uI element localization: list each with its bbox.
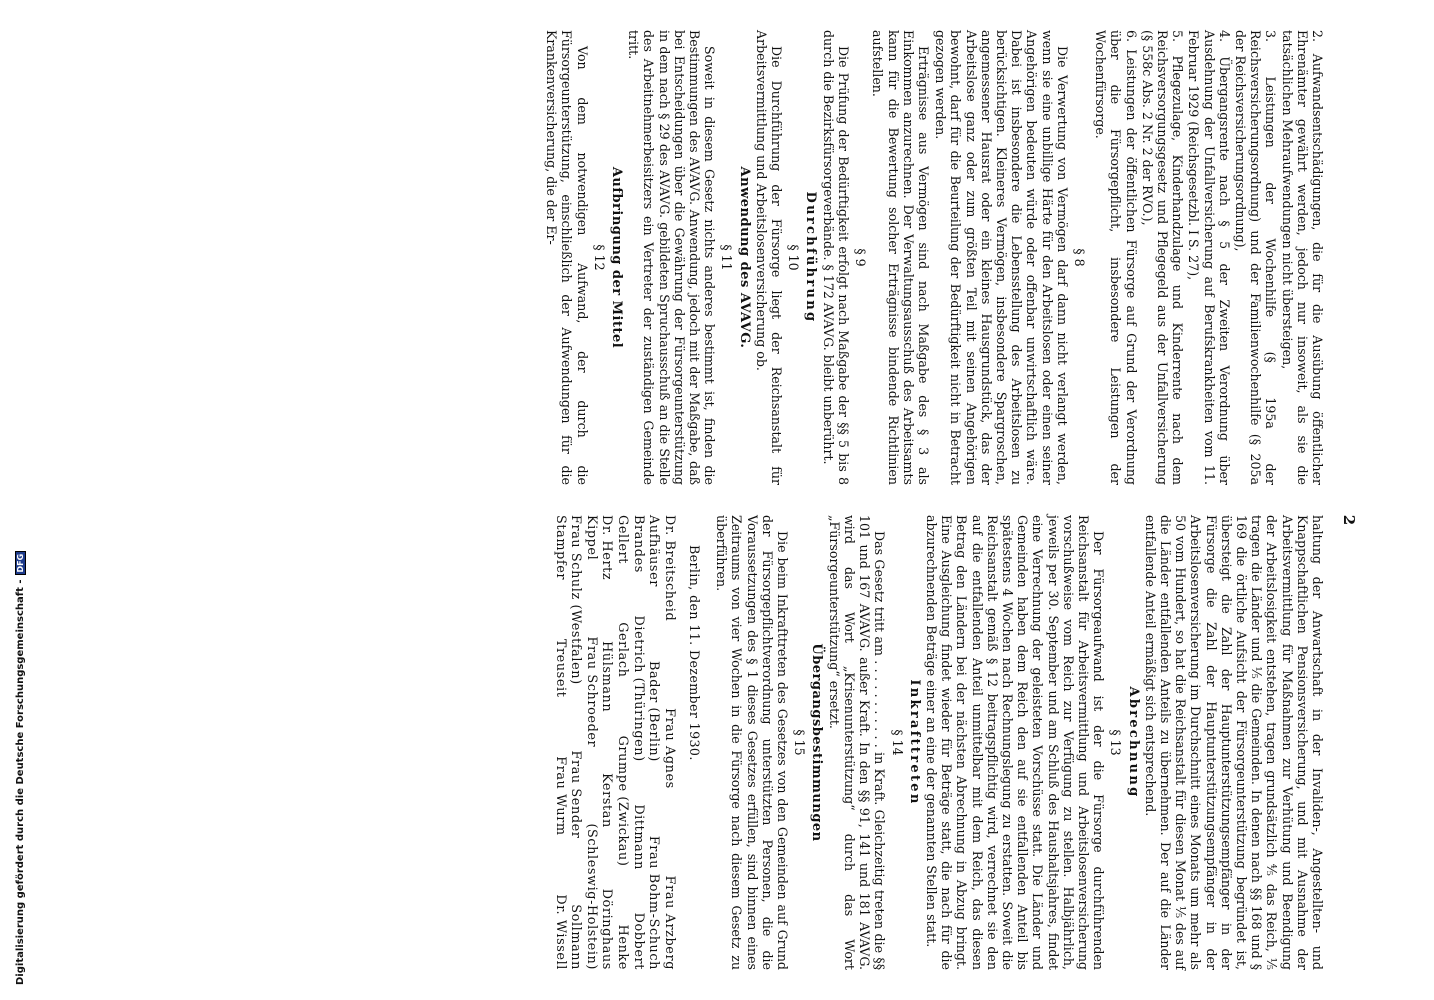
- section-number-14: § 14: [889, 729, 905, 756]
- section-number-11: § 11: [719, 244, 735, 271]
- exemption-list: [1093, 30, 1325, 485]
- signature-row: [568, 515, 584, 970]
- signatory-name: Aufhäuser: [646, 515, 662, 587]
- signatory-name: Frau Schroeder: [583, 636, 599, 748]
- signatory-name: Bader (Berlin): [646, 660, 662, 762]
- signatory-name: Frau Bohm-Schuch: [646, 835, 662, 970]
- signatory-name: Döringhaus: [599, 888, 615, 970]
- section-15-paragraph: Die beim Inkrafttreten des Gesetzes von den Gemeinden auf Grund der Fürsorgepflichtverordnung unterstützten Personen, die die Voraussetzungen des § 1 dieses Gesetzes erfüllen, sind binnen eines Zeitraums von vier Wochen in die Fürsorge nach diesem Gesetz zu überführen.: [714, 515, 791, 970]
- signatory-name: Henke: [615, 924, 631, 970]
- heading-durchfuehrung: Durchführung: [803, 191, 819, 324]
- section-14-paragraph: Das Gesetz tritt am . . . . . . . . . . . in Kraft. Gleichzeitig treten die §§ 101 und 167 AVAVG. außer Kraft. In den §§ 91, 141 und 181 AVAVG. wird das Wort „Krisenunterstützung“ durch das Wort „Fürsorgeunterstützung“ ersetzt.: [826, 515, 888, 970]
- signature-row: [630, 515, 646, 970]
- signatory-name: Frau Schulz (Westfalen): [568, 515, 584, 685]
- section-number-15: § 15: [792, 729, 808, 756]
- section-12-paragraph: Von dem notwendigen Aufwand, der durch die Fürsorgeunterstützung, einschließlich der Aufwendungen für die Krankenversicherung, die der Er-: [544, 30, 590, 485]
- signature-row: [599, 515, 615, 970]
- signatory-name: Gerlach: [615, 622, 631, 678]
- signatory-name: Treuseit: [552, 638, 568, 698]
- section-13-paragraph: Der Fürsorgeaufwand ist der die Fürsorge durchführenden Reichsanstalt für Arbeitsvermittlung und Arbeitslosenversicherung vorschußweise vom Reich zur Verfügung zu stellen. Halbjährlich, jeweils per 30. September und am Schluß des Haushaltsjahres, findet eine Verrechnung der geleisteten Vorschüsse statt. Die Länder und Gemeinden haben dem Reich den auf sie entfallenden Anteil bis spätestens 4 Wochen nach Rechnungslegung zu erstatten. Soweit die Reichsanstalt gemäß § 12 beitragspflichtig wird, verrechnet sie den auf die entfallenden Anteil unmittelbar mit dem Reich, das diesen Betrag den Ländern bei der nächsten Abrechnung in Abzug bringt. Eine Ausgleichung findet wieder für Beträge statt, die nach für die abzurechnenden Beträge einer an eine der genannten Stellen statt.: [923, 515, 1107, 970]
- section-number-8: § 8: [1071, 248, 1087, 267]
- signatory-name: Sollmann: [568, 904, 584, 970]
- list-item: 2. Aufwandsentschädigungen, die für die Ausübung öffentlicher Ehrenämter gewährt werden, jedoch nur insoweit, als sie die tatsächlichen Mehraufwendungen nicht übersteigen,: [1279, 30, 1325, 485]
- signatory-name: Frau Agnes: [661, 708, 677, 789]
- list-item: 5. Pflegezulage, Kinderhandzulage und Kinderrente nach dem Reichsversorgungsgesetz und Pflegegeld aus der Unfallversicherung (§ 558c Abs. 2 Nr. 2 der RVO.),: [1139, 30, 1186, 485]
- signature-row: [583, 515, 599, 970]
- signatory-name: Frau Wurm: [552, 756, 568, 836]
- section-number-12: § 12: [591, 244, 607, 271]
- signatory-name: Dr. Wissell: [552, 894, 568, 970]
- section-8-paragraph-2: Erträgnisse aus Vermögen sind nach Maßgabe des § 3 als Einkommen anzurechnen. Der Verwaltungsausschuß des Arbeitsamts kann für die Bewertung solcher Erträgnisse bindende Richtlinien aufstellen.: [870, 30, 931, 485]
- date-line: Berlin, den 11. Dezember 1930.: [687, 545, 703, 761]
- signature-row: [615, 515, 631, 970]
- digitization-footer: [12, 0, 28, 985]
- signatory-name: Frau Arzberg: [661, 875, 677, 970]
- section-11-paragraph: Soweit in diesem Gesetz nichts anderes bestimmt ist, finden die Bestimmungen des AVAVG. Anwendung, jedoch mit der Maßgabe, daß bei Entscheidungen über die Gewährung der Fürsorgeunterstützung in dem nach § 29 des AVAVG. gebildeten Spruchausschuß an die Stelle des Arbeitnehmerbeisitzers ein Vertreter der zuständigen Gemeinde tritt.: [626, 30, 718, 485]
- signatory-name: Frau Sender: [568, 750, 584, 839]
- signature-row: [646, 515, 662, 970]
- section-number-10: § 10: [786, 244, 802, 271]
- heading-inkrafttreten: Inkrafttreten: [906, 679, 922, 806]
- signatory-name: Dobbert: [630, 912, 646, 970]
- signature-row: [661, 515, 677, 970]
- list-item: 6. Leistungen der öffentlichen Fürsorge auf Grund der Verordnung über die Fürsorgepflicht, insbesondere Leistungen der Wochenfürsorge.: [1093, 30, 1139, 485]
- page-number: 2: [1340, 514, 1358, 526]
- signatory-name: Dietrich (Thüringen): [630, 615, 646, 762]
- section-number-13: § 13: [1108, 729, 1124, 756]
- signatory-name: Grumpe (Zwickau): [615, 735, 631, 867]
- section-10-paragraph: Die Durchführung der Fürsorge liegt der Reichsanstalt für Arbeitsvermittlung und Arbeitslosenversicherung ob.: [753, 30, 785, 485]
- signature-row: [552, 515, 568, 970]
- rotated-document-page: [130, 10, 1420, 990]
- list-item: 3. Leistungen der Wochenhilfe (§ 195a der Reichsversicherungsordnung) und der Familienwochenhilfe (§ 205a der Reichsversicherungsordnung),: [1232, 30, 1279, 485]
- signatory-name: Kippel: [583, 515, 599, 561]
- signatory-name: Brandes: [630, 515, 646, 573]
- signatory-name: Hülsmann: [599, 641, 615, 713]
- heading-anwendung: Anwendung des AVAVG.: [736, 166, 752, 349]
- continued-paragraph: haltung der Anwartschaft in der Invaliden-, Angestellten- und Knappschaftlichen Pensionsversicherung, und mit Ausnahme der Arbeitsvermittlung für Maßnahmen zur Verhütung und Beendigung der Arbeitslosigkeit entstehen, tragen grundsätzlich ⅘ das Reich, ⅕ tragen die Länder und ⅕ die Gemeinden. In denen nach §§ 168 und § 169 die örtliche Aufsicht der Fürsorgeunterstützung begründet ist, übersteigt die Zahl der Hauptunterstützungsempfänger in der Fürsorge die Zahl der Hauptunterstützungsempfänger in der Arbeitslosenversicherung im Durchschnitt eines Monats um mehr als 50 vom Hundert, so hat die Reichsanstalt für diesen Monat ⅕ des auf die Länder entfallenden Anteils zu übernehmen. Der auf die Länder entfallende Anteil ermäßigt sich entsprechend.: [1142, 515, 1325, 970]
- signatory-name: Kerstan: [599, 773, 615, 828]
- heading-aufbringung: Aufbringung der Mittel: [609, 166, 625, 349]
- signatory-name: Dr. Breitscheid: [661, 515, 677, 622]
- signature-block: [552, 515, 677, 970]
- heading-abrechnung: Abrechnung: [1125, 686, 1141, 799]
- signatory-name: Dittmann: [630, 804, 646, 870]
- right-column: [552, 515, 1325, 970]
- signatory-name: (Schleswig-Holstein): [583, 823, 599, 970]
- dfg-logo-icon: DFG: [15, 551, 26, 576]
- left-column: [542, 30, 1325, 485]
- section-8-paragraph-1: Die Verwertung von Vermögen darf dann nicht verlangt werden, wenn sie eine unbillige Härte für den Arbeitslosen oder einen seiner Angehörigen bedeuten würde oder offenbar unwirtschaftlich wäre. Dabei ist insbesondere die Lebensstellung des Arbeitslosen zu berücksichtigen. Kleineres Vermögen, insbesondere Spargroschen, angemessener Hausrat oder ein kleines Hausgrundstück, das der Arbeitslose ganz oder zum größten Teil mit seinen Angehörigen bewohnt, darf für die Beurteilung der Bedürftigkeit nicht in Betracht gezogen werden.: [933, 30, 1070, 485]
- signatory-name: Dr. Hertz: [599, 515, 615, 581]
- footer-text: Digitalisierung gefördert durch die Deutsche Forschungsgemeinschaft -: [14, 579, 26, 985]
- section-number-9: § 9: [853, 248, 869, 267]
- signatory-name: Stampfer: [552, 515, 568, 581]
- heading-uebergangsbestimmungen: Übergangsbestimmungen: [809, 643, 825, 842]
- section-9-paragraph: Die Prüfung der Bedürftigkeit erfolgt nach Maßgabe der §§ 5 bis 8 durch die Bezirksfürsorgeverbände. § 172 AVAVG. bleibt unberührt.: [820, 30, 851, 485]
- signatory-name: Gellert: [615, 515, 631, 565]
- list-item: 4. Übergangsrente nach § 5 der Zweiten Verordnung über Ausdehnung der Unfallversicherung auf Berufskrankheiten vom 11. Februar 1929 (Reichsgesetzbl. I S. 27),: [1186, 30, 1232, 485]
